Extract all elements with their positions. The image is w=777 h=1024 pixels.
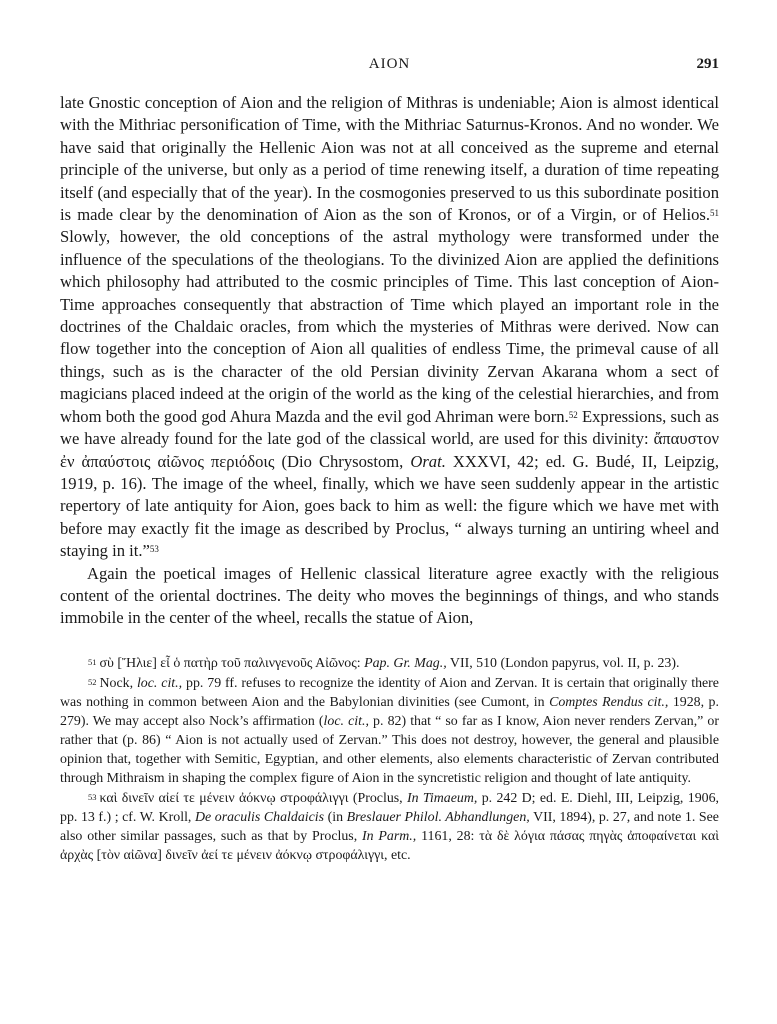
footnote-text: Nock,	[99, 675, 134, 691]
footnote-53	[60, 789, 719, 865]
paragraph-text: Expressions, such as we have already found for the late god of the classical world, are used for this divinity:	[60, 406, 719, 449]
running-title: AION	[368, 56, 411, 72]
footnote-text: VII, 1894), p. 27, and note 1. See also other similar passages, such as that by Proclus,	[60, 809, 719, 844]
footnote-51	[60, 654, 719, 673]
footnote-52	[60, 674, 719, 788]
footnote-text: (in	[327, 809, 344, 825]
running-head	[60, 54, 719, 78]
paragraph-text: XXXVI, 42; ed. G. Budé, II, Leipzig, 1919, p. 16). The image of the wheel, finally, which we have seen suddenly appear in the artistic repertory of late antiquity for Aion, goes back to him as well: the figure which we have met with before may exactly fit the image as described by Proclus, “ always turning an untiring wheel and staying in it.”	[60, 451, 719, 561]
footnote-text: etc.	[390, 847, 411, 863]
footnotes	[60, 654, 719, 865]
body-text	[60, 92, 719, 630]
greek-quotation: τὰ δὲ λόγια πάσας πηγὰς ἀποφαίνεται καὶ ἀρχὰς [τὸν αἰῶνα] δινεῖν ἀεί τε μένειν ἀόκνῳ στροφάλιγγι,	[60, 828, 719, 863]
paragraph-text: Again the poetical images of Hellenic classical literature agree exactly with the religious content of the oriental doctrines. The deity who moves the beginnings of things, and who stands immobile in the center of the wheel, recalls the statue of Aion,	[60, 563, 719, 628]
footnote-text: (Proclus,	[352, 790, 403, 806]
footnote-title: In Parm.,	[362, 828, 417, 844]
footnote-text: pp. 79 ff. refuses to recognize the identity of Aion and Zervan. It is certain that originally there was nothing in common between Aion and the Babylonian divinities (see Cumont, in	[60, 675, 719, 710]
greek-quotation: καὶ δινεῖν αἰεί τε μένειν ἀόκνῳ στροφάλιγγι	[99, 790, 349, 806]
note-ref: 52	[568, 409, 578, 420]
footnote-text: 1928, p. 279). We may accept also Nock’s affirmation (	[60, 694, 719, 729]
footnote-number: 51	[88, 656, 97, 667]
footnote-text: 1161, 28:	[421, 828, 475, 844]
note-ref: 53	[149, 544, 159, 555]
body-paragraph	[60, 92, 719, 563]
footnote-title: De oraculis Chaldaicis	[194, 809, 325, 825]
footnote-text: p. 82) that “ so far as I know, Aion never renders Zervan,” or rather that (p. 86) “ Aion is not actually used of Zervan.” This does not destroy, however, the general and plausible opinion that, together with Semitic, Egyptian, and other elements, also elements characteristic of Zervan contributed through Mithraism in shaping the complex figure of Aion in the syncretistic religion and thought of late antiquity.	[60, 713, 720, 786]
footnote-title: Pap. Gr. Mag.,	[364, 655, 447, 671]
footnote-title: loc. cit.,	[323, 713, 369, 729]
note-ref: 51	[710, 208, 719, 219]
citation-title: Orat.	[410, 451, 446, 471]
footnote-text: VII, 510 (London papyrus, vol. II, p. 23).	[449, 655, 680, 671]
paragraph-text: Slowly, however, the old conceptions of the astral mythology were transformed under the influence of the speculations of the theologians. To the divinized Aion are applied the definitions which philosophy had attributed to the cosmic principles of Time. This last conception of Aion-Time approaches consequently that abstraction of Time which played an important role in the doctrines of the Chaldaic oracles, from which the mysteries of Mithras were derived. Now can flow together into the conception of Aion all qualities of endless Time, the primeval cause of all things, such as is the character of the old Persian divinity Zervan Akarana whom a sect of magicians placed indeed at the origin of the world as the king of the celestial hierarchies, and from whom both the good god Ahura Mazda and the evil god Ahriman were born.	[60, 227, 719, 426]
greek-quotation: ἄπαυστον ἐν ἀπαύστοις αἰῶνος περιόδοις	[60, 429, 719, 471]
footnote-title: Breslauer Philol. Abhandlungen,	[346, 809, 530, 825]
footnote-text: p. 242 D; ed. E. Diehl, III, Leipzig, 1906, pp. 13 f.) ; cf. W. Kroll,	[60, 790, 719, 825]
book-page	[60, 54, 719, 866]
footnote-title: loc. cit.,	[136, 675, 183, 691]
footnote-title: In Timaeum,	[407, 790, 478, 806]
body-paragraph	[60, 563, 719, 630]
footnote-number: 53	[88, 791, 97, 802]
greek-quotation: σὺ [Ἤλιε] εἶ ὁ πατὴρ τοῦ παλινγενοῦς Αἰῶνος:	[99, 655, 361, 671]
page-number: 291	[696, 56, 719, 72]
footnote-title: Comptes Rendus cit.,	[549, 694, 669, 710]
paragraph-text: late Gnostic conception of Aion and the religion of Mithras is undeniable; Aion is almost identical with the Mithriac personification of Time, with the Mithriac Saturnus-Kronos. And no wonder. We have said that originally the Hellenic Aion was not at all conceived as the supreme and eternal principle of the universe, but only as a period of time renewing itself, a duration of time repeating itself (and especially that of the year). In the cosmogonies preserved to us this subordinate position is made clear by the denomination of Aion as the son of Kronos, or of a Virgin, or of Helios.	[60, 93, 719, 225]
citation-text: (Dio Chrysostom,	[281, 451, 404, 471]
footnote-number: 52	[88, 676, 97, 687]
